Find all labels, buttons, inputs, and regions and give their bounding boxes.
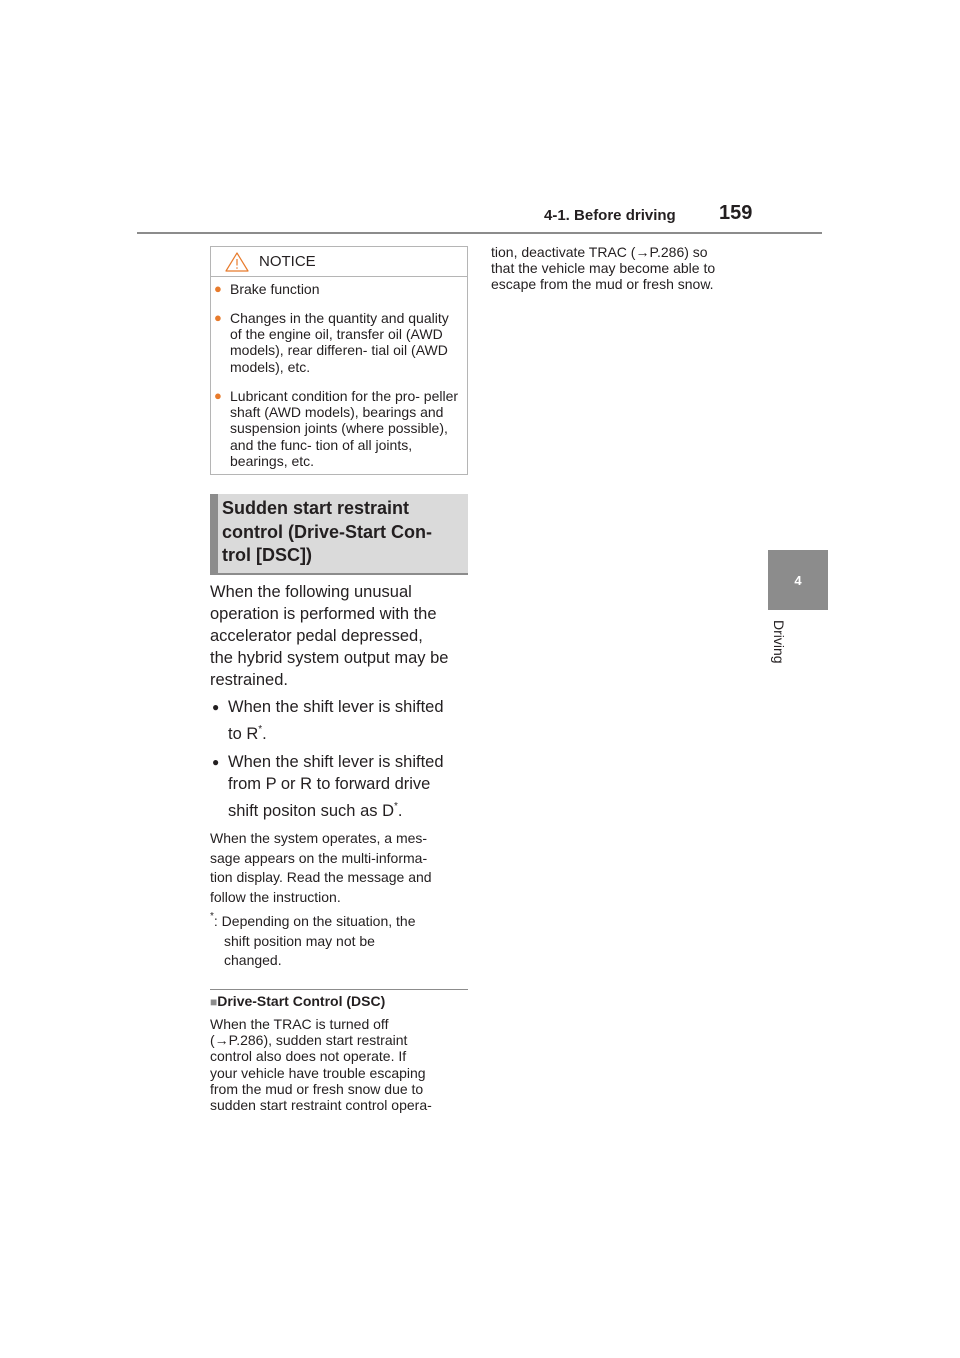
chapter-label-text: Driving [771,620,787,664]
subsection-paragraph [210,1016,472,1113]
bullet-icon: ● [212,700,220,714]
bullet-icon: ● [214,310,222,325]
text-line: that the vehicle may become able to [491,260,716,277]
text-line: sage appears on the multi-informa- [210,849,428,866]
notice-box [210,246,468,475]
text-line: from the mud or fresh snow due to [210,1080,424,1097]
text-span: to R [228,725,259,743]
text-line: When the system operates, a mes- [210,830,428,846]
text-line: from P or R to forward drive [228,775,431,793]
text-line: accelerator pedal depressed, [210,627,423,645]
text-line [228,800,470,822]
text-line: the hybrid system output may be [210,649,449,667]
notice-title: NOTICE [259,253,316,270]
warning-triangle-icon [225,252,249,272]
chapter-label [765,620,795,680]
text-line: escape from the mud or fresh snow. [491,276,714,293]
page-reference-link[interactable]: (→P.286), sudden start restraint [210,1032,408,1049]
text-line: restrained. [210,671,288,689]
chapter-number: 4 [794,572,802,588]
condition-bullet [210,751,470,822]
text-span: : Depending on the situation, the [213,913,416,929]
text-span: . [397,802,403,820]
text-line: When the shift lever is shifted [228,753,444,771]
page-number: 159 [719,202,753,224]
text-line: follow the instruction. [210,888,341,905]
text-line: When the TRAC is turned off [210,1016,389,1032]
section-title-line: Sudden start restraint [222,498,410,518]
text-line: your vehicle have trouble escaping [210,1064,426,1081]
section-title-line: trol [DSC]) [222,545,312,565]
text-line: operation is performed with the [210,605,437,623]
bullet-icon: ● [212,755,220,769]
header-rule [137,232,822,234]
section-header: 4-1. Before driving [544,207,676,224]
text-span: shift positon such as D [228,802,394,820]
text-line: tion display. Read the message and [210,869,432,885]
subsection-paragraph-continued [491,244,761,293]
asterisk: * [210,911,214,922]
subsection-title-text: Drive-Start Control (DSC) [217,993,386,1009]
page-reference-link[interactable]: tion, deactivate TRAC (→P.286) so [491,244,708,260]
section-heading-rule [210,573,468,575]
asterisk: * [394,801,398,812]
section-heading-bar [210,494,218,574]
text-line: When the following unusual [210,583,412,601]
text-line: When the shift lever is shifted [228,698,444,716]
notice-item-text: Lubricant condition for the pro- peller shaft (AWD models), bearings and suspension joints (where possible), and the func- tion of all joints, bearings, etc. [230,388,459,469]
notice-item [214,310,462,375]
text-line [228,723,470,745]
text-line: shift position may not be [224,932,375,949]
notice-header [211,247,467,277]
intro-paragraph [210,581,468,691]
notice-item [214,388,462,469]
condition-text [228,696,470,745]
text-line: sudden start restraint control opera- [210,1097,432,1114]
system-note [210,829,468,907]
footnote-body [224,932,468,971]
subsection-divider [210,989,468,990]
notice-item-text: Changes in the quantity and quality of the engine oil, transfer oil (AWD models), rear differen- tial oil (AWD models), etc. [230,310,449,375]
bullet-icon: ● [214,388,222,403]
subsection-title [210,993,385,1009]
condition-text [228,751,470,822]
text-line: changed. [224,952,282,968]
section-title-line: control (Drive-Start Con- [222,521,433,542]
notice-item-text: Brake function [230,281,320,297]
text-span: . [262,725,267,743]
asterisk: * [258,724,263,735]
notice-item [214,281,462,297]
footnote [210,912,468,971]
text-line [210,912,468,932]
text-line: control also does not operate. If [210,1048,407,1065]
bullet-icon: ● [214,281,222,296]
condition-bullet [210,696,470,745]
section-title [222,497,462,568]
square-bullet-icon: ■ [210,995,218,1009]
chapter-tab[interactable] [768,550,828,610]
